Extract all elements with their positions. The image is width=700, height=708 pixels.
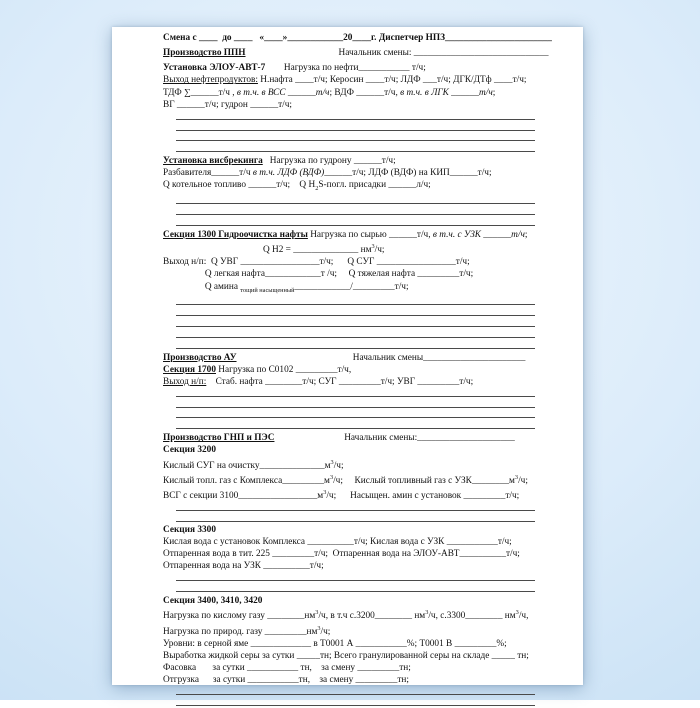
text-segment: Секция 1700: [163, 364, 216, 375]
text-segment: ; ВДФ ______т/ч,: [329, 87, 401, 98]
text-line: [163, 99, 541, 111]
text-segment: Уровни: в серной яме _____________ в Т0001 А ___________%; Т0001 В _________%;: [163, 638, 507, 649]
text-segment: 20: [343, 33, 353, 43]
text-segment: ВГ ______т/ч; гудрон ______т/ч;: [163, 99, 293, 110]
ruled-blank-line: [176, 410, 535, 421]
ruled-blank-line: [176, 195, 535, 206]
text-segment: Стаб. нафта ________т/ч; СУГ _________т/ч; УВГ _________т/ч;: [206, 376, 474, 387]
text-segment: /ч; Насыщен. амин с установок _________т/ч;: [326, 491, 520, 502]
text-line: [163, 179, 541, 195]
text-segment: /ч;: [518, 475, 528, 486]
ruled-blank-line: [176, 318, 535, 329]
text-segment: ТДФ ∑______т/ч ,: [163, 87, 237, 98]
text-line: [163, 595, 541, 607]
text-segment: в т.ч. в ВСС ______т/ч: [236, 87, 330, 98]
ruled-blank-line: [176, 513, 535, 524]
text-line: [163, 167, 541, 179]
text-segment: ;: [524, 229, 528, 240]
text-segment: Q котельное топливо ______т/ч; Q H: [163, 180, 316, 191]
ruled-blank-line: [176, 329, 535, 340]
text-line: [163, 432, 541, 444]
text-line: [163, 364, 541, 376]
block-header: [163, 32, 552, 44]
block-visbreaking: [163, 155, 541, 228]
block-section-1300: [163, 229, 541, 351]
text-segment: Начальник смены: _____________________________: [338, 48, 549, 59]
ruled-blank-line: [176, 573, 535, 584]
text-segment: Секция 3300: [163, 524, 216, 535]
text-segment: Секция 1300 Гидроочистка нафты: [163, 229, 308, 240]
block-au: [163, 352, 541, 432]
text-line: [163, 256, 541, 268]
text-segment: Начальник смены:_____________________: [344, 433, 515, 444]
text-line: [163, 268, 541, 280]
text-line: [163, 155, 541, 167]
text-segment: Разбавителя______т/ч: [163, 168, 253, 179]
text-segment: ______т/ч; ЛДФ (ВДФ) на КИП______т/ч;: [324, 168, 492, 179]
text-segment: 3: [371, 243, 375, 250]
text-segment: ____: [352, 33, 371, 43]
text-line: [163, 457, 541, 472]
text-segment: Установка висбрекинга: [163, 156, 263, 167]
form-content: [163, 32, 552, 708]
text-segment: 3: [425, 609, 429, 617]
text-line: [163, 444, 541, 456]
text-segment: Выход н/п:: [163, 376, 207, 387]
text-segment: [274, 433, 344, 443]
text-segment: в т.ч. в ЛГК ______т/ч: [400, 87, 493, 98]
text-segment: /ч; Кислый топливный газ с УЗК________м: [333, 475, 515, 486]
text-segment: 3: [315, 609, 319, 617]
ruled-blank-line: [176, 307, 535, 318]
block-section-3400: [163, 595, 541, 708]
text-segment: Производство ППН: [163, 48, 246, 59]
text-segment: Нагрузка по сырью ______т/ч,: [307, 229, 433, 240]
text-segment: [237, 353, 353, 363]
ruled-blank-line: [176, 143, 535, 154]
text-segment: /ч, с.3300________ нм: [428, 611, 516, 622]
block-ppn: [163, 47, 549, 59]
block-elou: [163, 62, 541, 154]
text-segment: 3: [514, 473, 519, 481]
ruled-blank-line: [176, 340, 535, 351]
text-line: [163, 32, 552, 44]
text-line: [163, 638, 541, 650]
text-segment: ;: [492, 87, 496, 98]
text-segment: Нагрузка по гудрону ______т/ч;: [262, 156, 396, 167]
text-line: [163, 650, 541, 662]
text-segment: г. Диспетчер НПЗ_______________________: [371, 33, 552, 43]
ruled-blank-line: [176, 217, 535, 228]
text-line: [163, 560, 541, 572]
text-segment: Кислый топл. газ с Комплекса_________м: [163, 475, 330, 486]
text-segment: [246, 48, 339, 58]
text-line: [163, 281, 541, 297]
text-segment: Начальник смены______________________: [352, 352, 526, 363]
block-gnp-3200: [163, 432, 541, 524]
ruled-blank-line: [176, 686, 535, 697]
ruled-blank-line: [176, 502, 535, 513]
text-segment: Q H2 = ______________ нм: [163, 245, 372, 256]
ruled-blank-line: [176, 388, 535, 399]
text-line: [163, 229, 541, 241]
text-segment: Q легкая нафта____________т /ч; Q тяжелая нафта _________т/ч;: [163, 269, 474, 280]
text-line: [163, 47, 549, 59]
text-segment: Q амина: [163, 281, 241, 292]
text-segment: Производство АУ: [163, 352, 237, 363]
ruled-blank-line: [176, 399, 535, 410]
text-line: [163, 623, 541, 638]
text-segment: Нагрузка по природ. газу _________нм: [163, 626, 318, 637]
text-line: [163, 674, 541, 686]
text-segment: Отгрузка за сутки ___________тн, за смену _________тн;: [163, 675, 409, 686]
text-line: [163, 376, 541, 388]
text-segment: /ч;: [320, 626, 331, 637]
text-segment: S-погл. присадки ______л/ч;: [318, 180, 431, 191]
text-segment: Секция 3200: [163, 445, 216, 456]
text-line: [163, 352, 541, 364]
text-line: [163, 487, 541, 502]
text-segment: Выработка жидкой серы за сутки _____тн; Всего гранулированной серы на складе _____ тн;: [163, 650, 529, 661]
text-segment: Отпаренная вода в тит. 225 _________т/ч; Отпаренная вода на ЭЛОУ-АВТ__________т/ч;: [163, 549, 520, 560]
text-segment: Отпаренная вода на УЗК __________т/ч;: [163, 561, 324, 572]
text-segment: Фасовка за сутки ___________ тн, за смену _________тн;: [163, 663, 411, 674]
text-line: [163, 74, 541, 86]
ruled-blank-line: [176, 583, 535, 594]
ruled-blank-line: [176, 697, 535, 708]
text-line: [163, 662, 541, 674]
text-segment: 3: [317, 624, 321, 632]
text-segment: Производство ГНП и ПЭС: [163, 433, 275, 444]
ruled-blank-line: [176, 206, 535, 217]
text-segment: ВСГ с секции 3100_________________м: [163, 491, 324, 502]
text-segment: 3: [323, 489, 327, 497]
text-line: [163, 524, 541, 536]
text-segment: Кислый СУГ на очистку______________м: [163, 460, 331, 471]
text-segment: /ч,: [518, 611, 529, 622]
text-segment: /ч, в т.ч с.3200________ нм: [318, 611, 426, 622]
text-line: [163, 241, 541, 256]
ruled-blank-line: [176, 111, 535, 122]
text-segment: Смена с ____ до ____ «____»____________: [163, 33, 344, 43]
text-segment: Кислая вода с установок Комплекса __________т/ч; Кислая вода с УЗК ___________т/ч;: [163, 537, 512, 548]
text-line: [163, 536, 541, 548]
block-section-3300: [163, 524, 541, 594]
text-segment: в т.ч. с УЗК ______т/ч: [432, 229, 525, 240]
text-segment: в т.ч. ЛДФ (ВДФ): [252, 168, 325, 179]
text-segment: Секция 3400, 3410, 3420: [163, 596, 263, 607]
text-line: [163, 87, 541, 99]
text-segment: 3: [515, 609, 519, 617]
text-segment: тощий насыщенный: [240, 286, 295, 294]
text-line: [163, 62, 541, 74]
text-segment: 2: [315, 185, 319, 193]
ruled-blank-line: [176, 297, 535, 308]
text-line: [163, 548, 541, 560]
text-line: [163, 472, 541, 487]
text-segment: Нагрузка по кислому газу ________нм: [163, 611, 316, 622]
text-segment: Выход нефтепродуктов:: [163, 75, 258, 86]
text-segment: 3: [329, 473, 334, 481]
text-segment: Выход н/п: Q УВГ _________________т/ч; Q СУГ _________________т/ч;: [163, 257, 470, 268]
text-segment: /ч;: [333, 460, 344, 471]
text-segment: Нагрузка по С0102 _________т/ч,: [215, 364, 352, 375]
ruled-blank-line: [176, 420, 535, 431]
ruled-blank-line: [176, 133, 535, 144]
form-page: [112, 27, 583, 685]
text-segment: ____________/_________т/ч;: [294, 281, 409, 292]
text-segment: Н.нафта ____т/ч; Керосин ____т/ч; ЛДФ ___т/ч; ДГК/ДТф ____т/ч;: [257, 75, 527, 86]
ruled-blank-line: [176, 122, 535, 133]
text-segment: /ч;: [374, 245, 385, 256]
text-segment: 3: [330, 458, 334, 466]
text-segment: Установка ЭЛОУ-АВТ-7: [163, 63, 266, 74]
text-segment: Нагрузка по нефти___________ т/ч;: [265, 63, 426, 74]
text-line: [163, 607, 541, 622]
